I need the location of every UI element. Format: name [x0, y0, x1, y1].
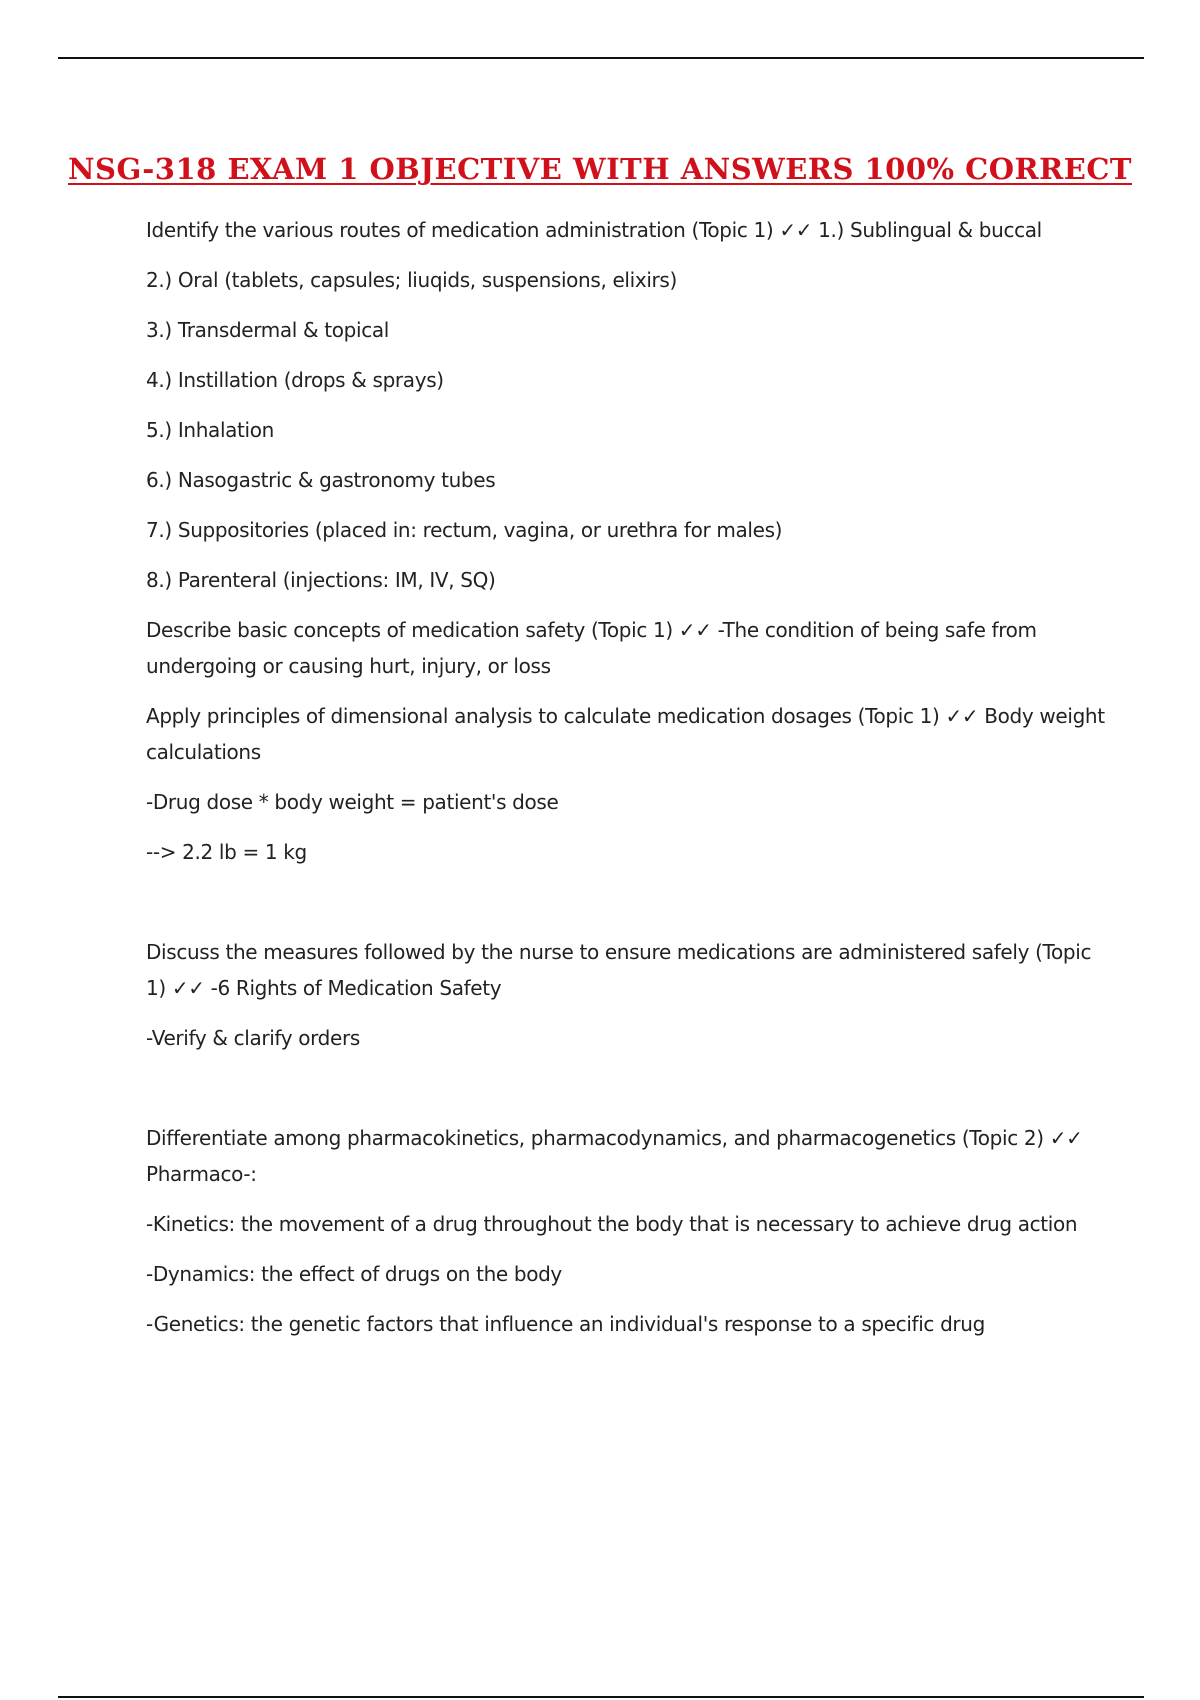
paragraph-pharmaco-intro: Differentiate among pharmacokinetics, pharmacodynamics, and pharmacogenetics (Topic 2) ✓✓ Pharmaco-:	[146, 1126, 1083, 1186]
document-title: NSG-318 EXAM 1 OBJECTIVE WITH ANSWERS 100% CORRECT	[68, 152, 1132, 186]
paragraph-route-inhalation: 5.) Inhalation	[146, 418, 274, 442]
bottom-rule	[58, 1696, 1144, 1698]
paragraph-route-oral: 2.) Oral (tablets, capsules; liuqids, suspensions, elixirs)	[146, 268, 677, 292]
paragraph-nurse-measures: Discuss the measures followed by the nurse to ensure medications are administered safely (Topic 1) ✓✓ -6 Rights of Medication Safety	[146, 940, 1092, 1000]
paragraph-route-suppositories: 7.) Suppositories (placed in: rectum, vagina, or urethra for males)	[146, 518, 783, 542]
paragraph-route-transdermal: 3.) Transdermal & topical	[146, 318, 389, 342]
paragraph-kinetics: -Kinetics: the movement of a drug throughout the body that is necessary to achieve drug action	[146, 1212, 1078, 1236]
spacer	[146, 1070, 1106, 1120]
paragraph-medication-safety: Describe basic concepts of medication safety (Topic 1) ✓✓ -The condition of being safe from undergoing or causing hurt, injury, or loss	[146, 618, 1037, 678]
paragraph-drug-dose: -Drug dose * body weight = patient's dose	[146, 790, 559, 814]
paragraph-dynamics: -Dynamics: the effect of drugs on the body	[146, 1262, 562, 1286]
paragraph-verify-orders: -Verify & clarify orders	[146, 1026, 360, 1050]
paragraph-routes-intro: Identify the various routes of medication administration (Topic 1) ✓✓ 1.) Sublingual & buccal	[146, 218, 1042, 242]
paragraph-lb-kg: --> 2.2 lb = 1 kg	[146, 840, 307, 864]
paragraph-route-nasogastric: 6.) Nasogastric & gastronomy tubes	[146, 468, 496, 492]
paragraph-route-parenteral: 8.) Parenteral (injections: IM, IV, SQ)	[146, 568, 496, 592]
paragraph-route-instillation: 4.) Instillation (drops & sprays)	[146, 368, 444, 392]
paragraph-dimensional-analysis: Apply principles of dimensional analysis to calculate medication dosages (Topic 1) ✓✓ Body weight calculations	[146, 704, 1105, 764]
spacer	[146, 884, 1106, 934]
paragraph-genetics: -Genetics: the genetic factors that influence an individual's response to a specific drug	[146, 1312, 985, 1336]
document-body	[146, 212, 1106, 1356]
top-rule	[58, 57, 1144, 59]
